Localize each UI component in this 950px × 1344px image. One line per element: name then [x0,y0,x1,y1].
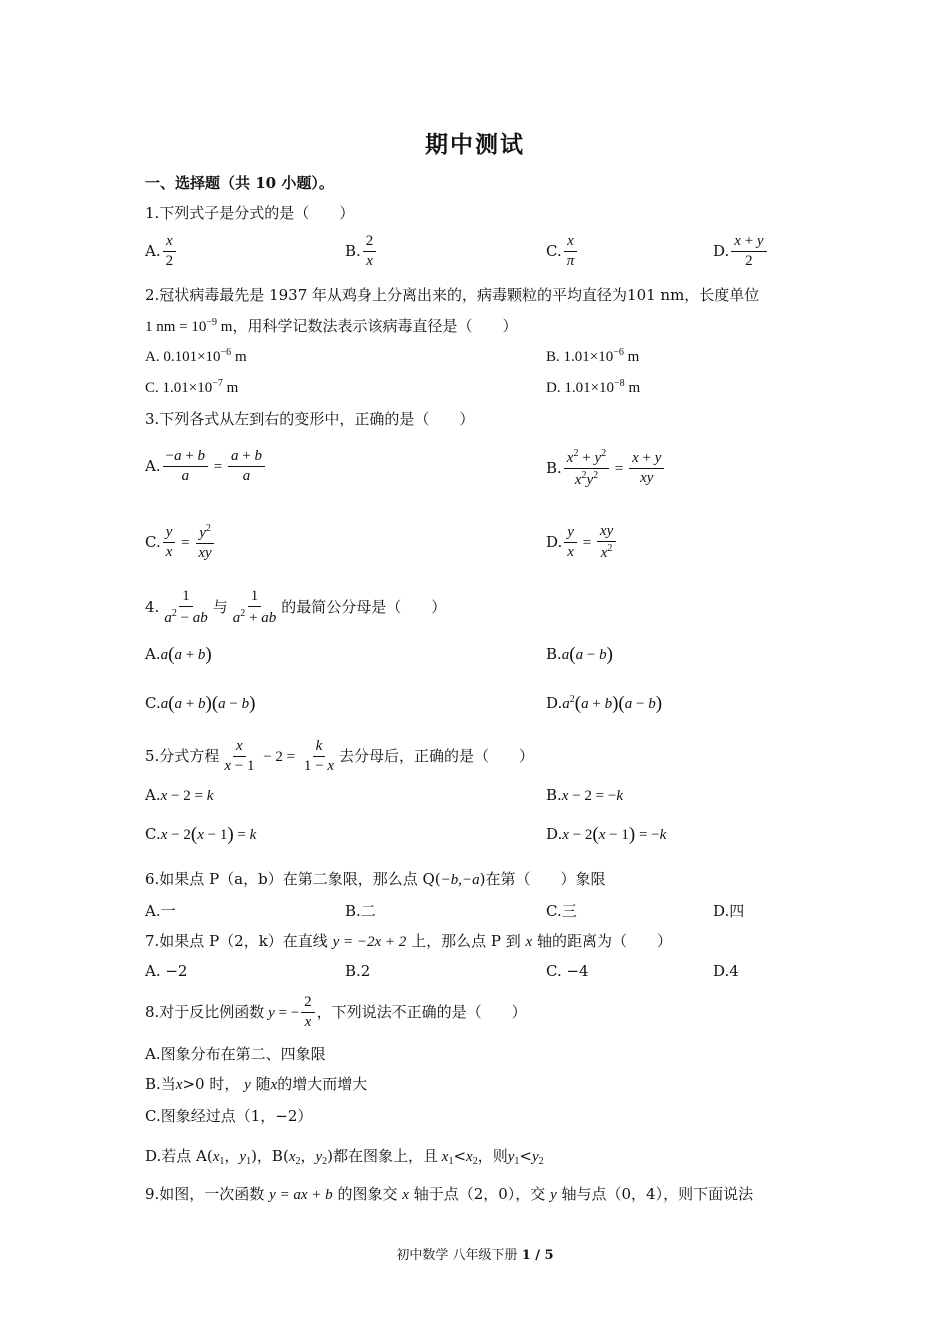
q6-stem: 6.如果点 P（a，b）在第二象限，那么点 Q(−b,−a)在第（ ）象限 [145,870,606,888]
q9-stem: 9.如图，一次函数 y = ax + b 的图象交 x 轴于点（2，0），交 y 轴与点（0，4），则下面说法 [145,1185,754,1203]
q2-option-a: A. $0.101\times 10^{-6}$ m [145,347,247,365]
q6-option-d: D.四 [713,902,745,920]
q7-option-d: D.4 [713,962,739,980]
q2-option-d: D. $1.01\times 10^{-8}$ m [546,378,641,396]
q4-option-d: $D.a^2(a + b)(a - b)$ [546,693,663,714]
q3-option-b: B. $\frac{x^2 + y^2}{x^2y^2}$ = $\frac{x + y}{xy}$ [546,448,666,490]
q6-option-c: C.三 [546,902,577,920]
q3-option-d: D. $\frac{y}{x}$ = $\frac{xy}{x^2}$ [546,523,618,563]
q8-stem: 8.对于反比例函数 y = − $\frac{2}{x}$ ，下列说法不正确的是（ ） [145,994,527,1031]
q8-option-a: A.图象分布在第二、四象限 [145,1045,326,1063]
q1-option-c: C. $\frac{x}{\pi}$ [546,233,579,271]
q5-option-a: A.x − 2 = k [145,786,214,804]
q7-option-c: C. −4 [546,962,589,980]
q2-stem-line2: 1 nm = $10^{-9}$ m，用科学记数法表示该病毒直径是（ ） [145,317,518,335]
q6-option-b: B.二 [345,902,376,920]
q4-option-a: A.a(a + b) [145,644,212,665]
q3-option-a: A. $\frac{-a + b}{a}$ = $\frac{a + b}{a}$ [145,448,267,486]
q2-option-b: B. $1.01\times 10^{-6}$ m [546,347,640,365]
q7-option-a: A. −2 [145,962,188,980]
q8-option-b: B.当x>0 时， y 随x的增大而增大 [145,1075,368,1093]
q4-option-c: C.a(a + b)(a − b) [145,693,256,714]
q7-stem: 7.如果点 P（2，k）在直线 y = −2x + 2 上，那么点 P 到 x 轴的距离为（ ） [145,932,672,950]
q3-stem: 3.下列各式从左到右的变形中，正确的是（ ） [145,410,475,428]
q1-stem: 1.下列式子是分式的是（ ） [145,204,355,222]
section-heading: 一、选择题（共 10 小题）。 [145,174,334,192]
q4-stem: 4. $\frac{1}{a^2 - ab}$ 与 $\frac{1}{a^2 + ab}$ 的最简公分母是（ ） [145,588,447,627]
q7-option-b: B.2 [345,962,371,980]
page-footer: 初中数学 八年级下册 1 / 5 [396,1248,554,1263]
q5-stem: 5.分式方程 $\frac{x}{x - 1}$ − 2 = $\frac{k}{1 - x}$ 去分母后，正确的是（ ） [145,738,535,775]
q4-option-b: B.a(a − b) [546,644,613,665]
q1-option-b: B. $\frac{2}{x}$ [345,233,378,271]
q5-option-b: B.x − 2 = −k [546,786,624,804]
q6-option-a: A.一 [145,902,176,920]
page-number: 1 / 5 [521,1248,554,1263]
q3-option-c: C. $\frac{y}{x}$ = $\frac{y^2}{xy}$ [145,523,217,563]
q1-option-d: D. $\frac{x + y}{2}$ [713,233,769,271]
q8-option-c: C.图象经过点（1，−2） [145,1107,313,1125]
q8-option-d: D.若点 $A(x_1$，$y_1$)，$B(x_2$，$y_2$)都在图象上，且 $x_1<x_2$，则$y_1<y_2$ [145,1147,544,1167]
q2-stem-line1: 2.冠状病毒最先是 1937 年从鸡身上分离出来的，病毒颗粒的平均直径为101 nm，长度单位 [145,286,760,304]
q2-option-c: C. $1.01\times 10^{-7}$ m [145,378,239,396]
q1-option-a: A. $\frac{x}{2}$ [145,233,178,271]
q5-option-d: D.x − 2(x − 1) = −k [546,824,667,845]
q5-option-c: C.x − 2(x − 1) = k [145,824,257,845]
page-title: 期中测试 [425,131,525,158]
